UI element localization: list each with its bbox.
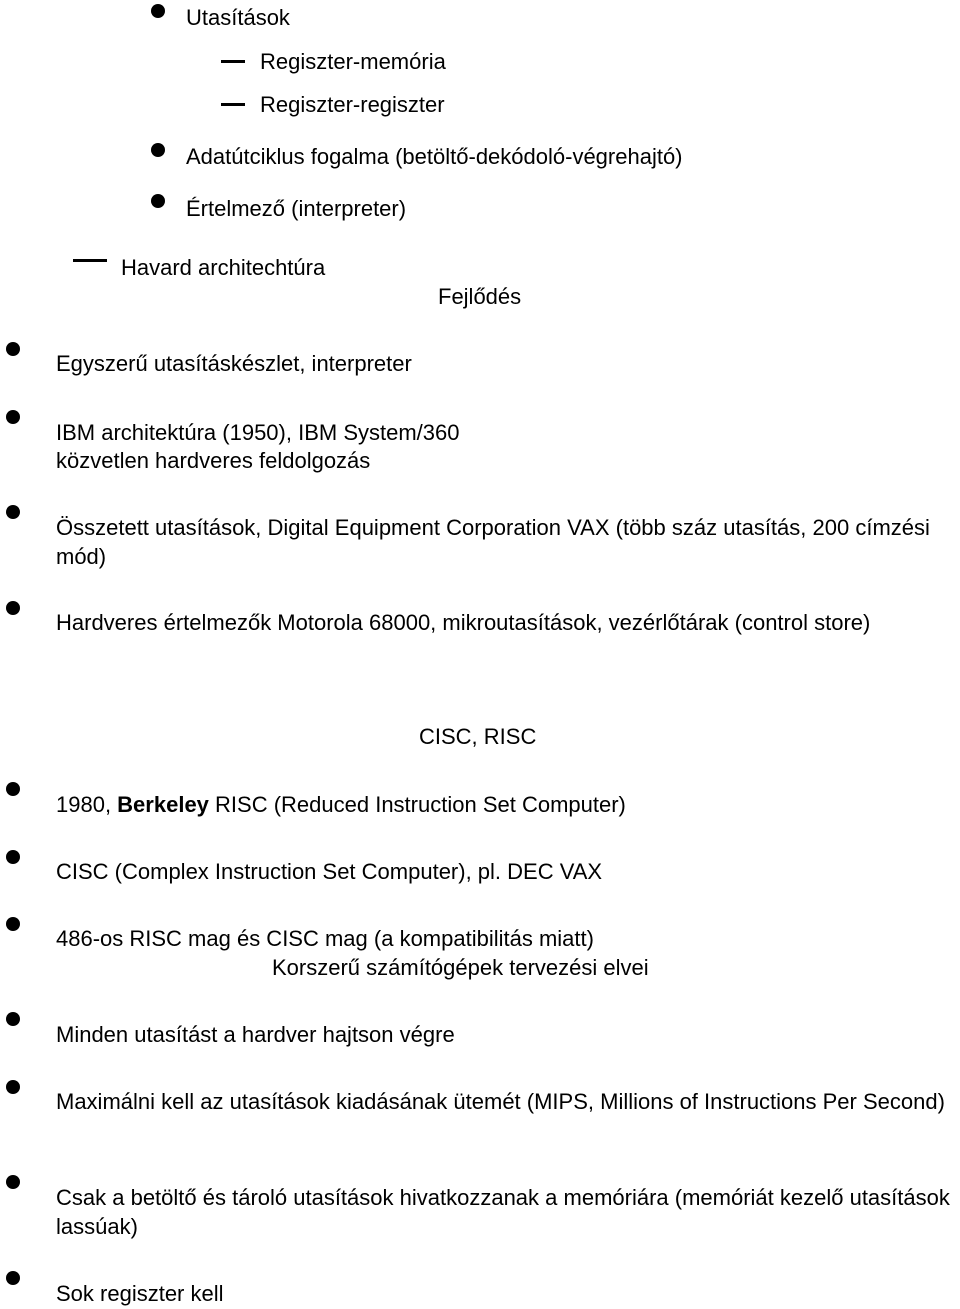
list-item-continuation: közvetlen hardveres feldolgozás — [56, 448, 371, 473]
list-item: Maximálni kell az utasítások kiadásának ütemét (MIPS, Millions of Instructions Per Second) — [56, 1089, 945, 1114]
list-item: Adatútciklus fogalma (betöltő-dekódoló-végrehajtó) — [186, 144, 683, 169]
list-item: Csak a betöltő és tároló utasítások hivatkozzanak a memóriára (memóriát kezelő utasítások lassúak) — [56, 1185, 950, 1239]
bullet-dot — [151, 143, 165, 157]
dash-marker — [73, 259, 107, 262]
bullet-dot — [6, 782, 20, 796]
bullet-dot — [151, 4, 165, 18]
bullet-dot — [6, 917, 20, 931]
list-item: 486-os RISC mag és CISC mag (a kompatibilitás miatt) — [56, 926, 594, 951]
bullet-dot — [6, 342, 20, 356]
section-heading: CISC, RISC — [419, 724, 537, 749]
dash-marker — [221, 103, 245, 106]
bullet-dot — [6, 1080, 20, 1094]
section-heading: Fejlődés — [438, 284, 522, 309]
sub-list-item: Regiszter-regiszter — [260, 92, 445, 117]
list-item: CISC (Complex Instruction Set Computer), pl. DEC VAX — [56, 859, 603, 884]
bullet-dot — [6, 1175, 20, 1189]
sub-list-item: Regiszter-memória — [260, 49, 446, 74]
list-item-text: RISC (Reduced Instruction Set Computer) — [208, 792, 626, 817]
list-item: IBM architektúra (1950), IBM System/360 — [56, 420, 460, 445]
list-item: Minden utasítást a hardver hajtson végre — [56, 1022, 455, 1047]
list-item: Értelmező (interpreter) — [186, 196, 407, 221]
bullet-dot — [6, 410, 20, 424]
dash-marker — [221, 60, 245, 63]
list-item: Hardveres értelmezők Motorola 68000, mikroutasítások, vezérlőtárak (control store) — [56, 610, 871, 635]
list-item: Sok regiszter kell — [56, 1281, 224, 1306]
bullet-dot — [6, 505, 20, 519]
bullet-dot — [151, 194, 165, 208]
bullet-dot — [6, 1012, 20, 1026]
bullet-dot — [6, 850, 20, 864]
section-heading: Korszerű számítógépek tervezési elvei — [272, 955, 649, 980]
list-item: Összetett utasítások, Digital Equipment Corporation VAX (több száz utasítás, 200 címzési mód) — [56, 515, 930, 569]
list-item: Havard architechtúra — [121, 255, 326, 280]
list-item: Egyszerű utasításkészlet, interpreter — [56, 351, 412, 376]
list-item-text: 1980, — [56, 792, 118, 817]
list-item — [56, 790, 626, 819]
bullet-dot — [6, 601, 20, 615]
bullet-dot — [6, 1271, 20, 1285]
list-item: Utasítások — [186, 5, 290, 30]
bold-term: Berkeley — [117, 792, 209, 817]
